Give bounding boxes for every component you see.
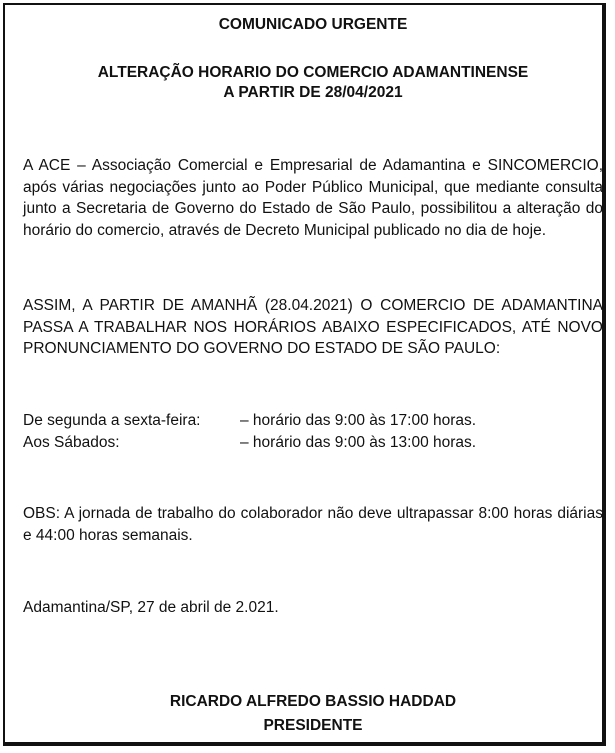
schedule-hours: – horário das 9:00 às 17:00 horas. <box>240 412 477 429</box>
schedule-row-saturday <box>23 432 603 454</box>
schedule-days: De segunda a sexta-feira: <box>23 412 201 429</box>
schedule-list <box>23 410 603 453</box>
schedule-row-weekdays <box>23 410 603 432</box>
document-frame <box>3 3 606 746</box>
schedule-hours: – horário das 9:00 às 13:00 horas. <box>240 433 477 451</box>
document-title: COMUNICADO URGENTE <box>218 16 408 33</box>
signatory-role: PRESIDENTE <box>263 717 363 734</box>
schedule-days: Aos Sábados: <box>23 433 120 451</box>
document-subtitle <box>23 63 603 103</box>
place-date: Adamantina/SP, 27 de abril de 2.021. <box>23 599 279 616</box>
signatory-name: RICARDO ALFREDO BASSIO HADDAD <box>169 693 457 710</box>
subtitle-line-2: A PARTIR DE 28/04/2021 <box>223 84 403 101</box>
obs-paragraph: OBS: A jornada de trabalho do colaborador não deve ultrapassar 8:00 horas diárias e 44:00 horas semanais. <box>23 505 603 544</box>
subtitle-line-1: ALTERAÇÃO HORARIO DO COMERCIO ADAMANTINENSE <box>97 64 529 81</box>
signature-block <box>23 690 603 738</box>
intro-paragraph: A ACE – Associação Comercial e Empresarial de Adamantina e SINCOMERCIO, após várias negociações junto ao Poder Público Municipal, que mediante consulta junto a Secretaria de Governo do Estado de São Paulo, possibilitou a alteração do horário do comercio, através de Decreto Municipal publicado no dia de hoje. <box>23 157 603 239</box>
announcement-paragraph: ASSIM, A PARTIR DE AMANHÃ (28.04.2021) O COMERCIO DE ADAMANTINA PASSA A TRABALHAR NOS HORÁRIOS ABAIXO ESPECIFICADOS, ATÉ NOVO PRONUNCIAMENTO DO GOVERNO DO ESTADO DE SÃO PAULO: <box>23 297 603 357</box>
